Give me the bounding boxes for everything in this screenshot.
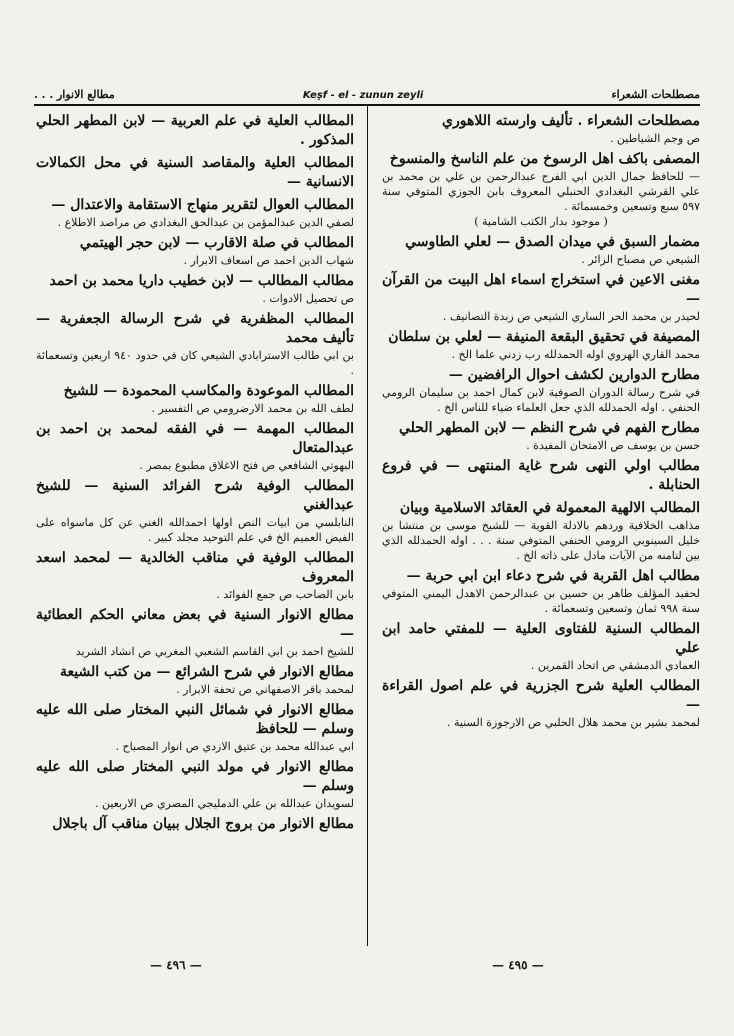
entry-title: مطالب اولي النهى شرح غاية المنتهى — في فروع الحنابلة . <box>382 458 700 493</box>
entry-description: — للحافظ جمال الدين ابي الفرج عبدالرحمن بن علي بن محمد بن علي القرشي البغدادي الحنبلي المعروف بابن الجوزي المتوفي سنة ٥٩٧ سبع وتسعين وخمسمائة . <box>382 170 700 213</box>
bibliography-entry <box>382 620 700 673</box>
bibliography-entry <box>382 567 700 616</box>
bibliography-entry <box>36 382 354 416</box>
bibliography-entry <box>382 233 700 267</box>
entry-title: مضمار السبق في ميدان الصدق — لعلي الطاوسي <box>405 234 700 250</box>
bibliography-entry <box>36 758 354 811</box>
bibliography-entry <box>382 328 700 362</box>
entry-description: لحيدر بن محمد الحر الساري الشيعي ص زبدة التصانيف . <box>442 310 700 323</box>
entry-title: المطالب الالهية المعمولة في العقائد الاسلامية وبيان <box>399 500 700 516</box>
header-right-title: مصطلحات الشعراء <box>611 88 700 101</box>
entry-title: مطالع الانوار السنية في بعض معاني الحكم العطائية — <box>36 607 354 642</box>
entry-title: المطالب الوفية شرح الفرائد السنية — للشيخ عبدالغني <box>36 478 354 513</box>
entry-title: المصفى باكف اهل الرسوخ من علم الناسخ والمنسوخ <box>389 151 700 167</box>
entry-title: المطالب العلية شرح الجزرية في علم اصول القراءة — <box>382 678 700 713</box>
entry-description: في شرح رسالة الدوران الصوفية لابن كمال احمد بن سليمان الرومي الحنفي . اوله الحمدلله الذي جعل العلماء ضياء للناس الخ . <box>382 386 700 414</box>
bibliography-entry <box>36 196 354 230</box>
entry-title: المطالب المظفرية في شرح الرسالة الجعفرية — تأليف محمد <box>36 311 354 346</box>
entry-description: لسويدان عبدالله بن علي الدمليجي المصري ص الاربعين . <box>95 797 354 810</box>
header-left-title: مطالع الانوار . . . <box>34 88 115 101</box>
entry-title: المطالب الوفية في مناقب الخالدية — لمحمد اسعد المعروف <box>36 550 354 585</box>
entry-description: لمحمد باقر الاصفهاني ص تحفة الابرار . <box>176 683 354 696</box>
entry-description: العمادي الدمشقي ص اتحاد القمرين . <box>530 659 700 672</box>
bibliography-entry <box>382 677 700 730</box>
entry-title: مطارح الدوارين لكشف احوال الرافضين — <box>448 367 700 383</box>
entry-description: الشيعي ص مصباح الزائر . <box>581 253 700 266</box>
bibliography-entry <box>36 663 354 697</box>
entry-note: ( موجود بدار الكتب الشامية ) <box>474 215 608 228</box>
entry-title: مغنى الاعين في استخراج اسماء اهل البيت من القرآن — <box>382 272 700 307</box>
entry-description: بابن الصاحب ص جمع الفوائد . <box>216 588 354 601</box>
bibliography-entry <box>36 701 354 754</box>
entry-title: المطالب الموعودة والمكاسب المحمودة — للشيخ <box>63 383 354 399</box>
entry-title: المطالب العلية في علم العربية — لابن المطهر الحلي المذكور . <box>36 113 354 148</box>
bibliography-entry <box>382 271 700 324</box>
bibliography-entry <box>36 154 354 192</box>
entry-description: ص وجم الشياطين . <box>609 132 700 145</box>
entry-description: محمد القاري الهروي اوله الحمدلله رب زدني علما الخ . <box>451 348 700 361</box>
entry-title: مطالع الانوار في شمائل النبي المختار صلى الله عليه وسلم — للحافظ <box>36 702 354 737</box>
bibliography-entry <box>382 419 700 453</box>
bibliography-entry <box>36 310 354 378</box>
left-column <box>36 112 354 838</box>
entry-title: مطالب اهل القربة في شرح دعاء ابن ابي حربة — <box>406 568 700 584</box>
entry-description: البهوتي الشافعي ص فتح الاغلاق مطبوع بمصر . <box>139 459 354 472</box>
entry-description: بن ابي طالب الاسترابادي الشيعي كان في حدود ٩٤٠ اربعين وتسعمائة . <box>36 349 354 377</box>
entry-title: المطالب العلية والمقاصد السنية في محل الكمالات الانسانية — <box>36 155 354 190</box>
entry-title: مطالب المطالب — لابن خطيب داريا محمد بن احمد <box>49 273 354 289</box>
entry-title: مطالع الانوار في مولد النبي المختار صلى الله عليه وسلم — <box>36 759 354 794</box>
bibliography-entry <box>36 420 354 473</box>
right-column <box>382 112 700 734</box>
page-header <box>34 79 700 101</box>
entry-description: النابلسي من ابيات النص اولها احمدالله الغني عن كل ماسواه على الفيض العميم الخ في علم التوحيد مجلد كبير . <box>36 516 354 544</box>
bibliography-entry <box>36 477 354 545</box>
entry-title: مصطلحات الشعراء . تأليف وارسته اللاهوري <box>442 113 700 129</box>
bibliography-entry <box>382 366 700 415</box>
entry-description: لصفي الدين عبدالمؤمن بن عبدالحق البغدادي ص مراصد الاطلاع . <box>57 216 354 229</box>
bibliography-entry <box>36 606 354 659</box>
entry-title: المطالب العوال لتقرير منهاج الاستقامة والاعتدال — <box>51 197 354 213</box>
bibliography-entry <box>382 499 700 563</box>
column-divider <box>367 106 368 946</box>
entry-description: ص تحصيل الادوات . <box>262 292 354 305</box>
entry-description: لمحمد بشير بن محمد هلال الحلبي ص الارجوزة السنية . <box>447 716 700 729</box>
entry-description: للشيخ احمد بن ابي القاسم الشعبي المغربي ص انشاد الشريد <box>75 645 354 658</box>
entry-description: مذاهب الخلافية وردهم بالادلة القوية — للشيخ موسى بن منتشا بن خليل السينوبي الرومي الحنفي المتوفي سنة . . . اوله الحمدلله الذي بين لنامنه من الآيات مادل على ذاته الخ . <box>382 519 700 562</box>
bibliography-entry <box>36 112 354 150</box>
bibliography-entry <box>36 815 354 834</box>
entry-title: مطالع الانوار في شرح الشرائع — من كتب الشيعة <box>60 664 354 680</box>
entry-description: شهاب الدين احمد ص اسعاف الابرار . <box>183 254 354 267</box>
entry-title: المطالب السنية للفتاوى العلية — للمفتي حامد ابن علي <box>382 621 700 656</box>
entry-title: مطالع الانوار من بروج الجلال ببيان مناقب آل باجلال <box>52 816 354 832</box>
entry-title: المطالب في صلة الاقارب — لابن حجر الهيتمي <box>79 235 354 251</box>
page-number-left: — ٤٩٦ — <box>150 958 202 972</box>
page-number-right: — ٤٩٥ — <box>492 958 544 972</box>
entry-description: ابي عبدالله محمد بن عتيق الازدي ص انوار المصباح . <box>115 740 354 753</box>
bibliography-entry <box>382 112 700 146</box>
entry-description: لحفيد المؤلف طاهر بن حسين بن عبدالرحمن الاهدل اليمني المتوفي سنة ٩٩٨ ثمان وتسعين وتسعمائة . <box>382 587 700 615</box>
entry-description: لطف الله بن محمد الارضرومي ص التفسير . <box>151 402 354 415</box>
bibliography-entry <box>36 272 354 306</box>
bibliography-entry <box>382 150 700 229</box>
header-center-title: Keşf - el - zunun zeyli <box>302 90 424 101</box>
bibliography-entry <box>36 234 354 268</box>
bibliography-entry <box>382 457 700 495</box>
entry-title: مطارح الفهم في شرح النظم — لابن المطهر الحلي <box>398 420 700 436</box>
entry-title: المصيفة في تحقيق البقعة المنيفة — لعلي بن سلطان <box>388 329 700 345</box>
entry-description: حسن بن يوسف ص الامتحان المفيدة . <box>526 439 700 452</box>
entry-title: المطالب المهمة — في الفقه لمحمد بن احمد بن عبدالمتعال <box>36 421 354 456</box>
bibliography-entry <box>36 549 354 602</box>
